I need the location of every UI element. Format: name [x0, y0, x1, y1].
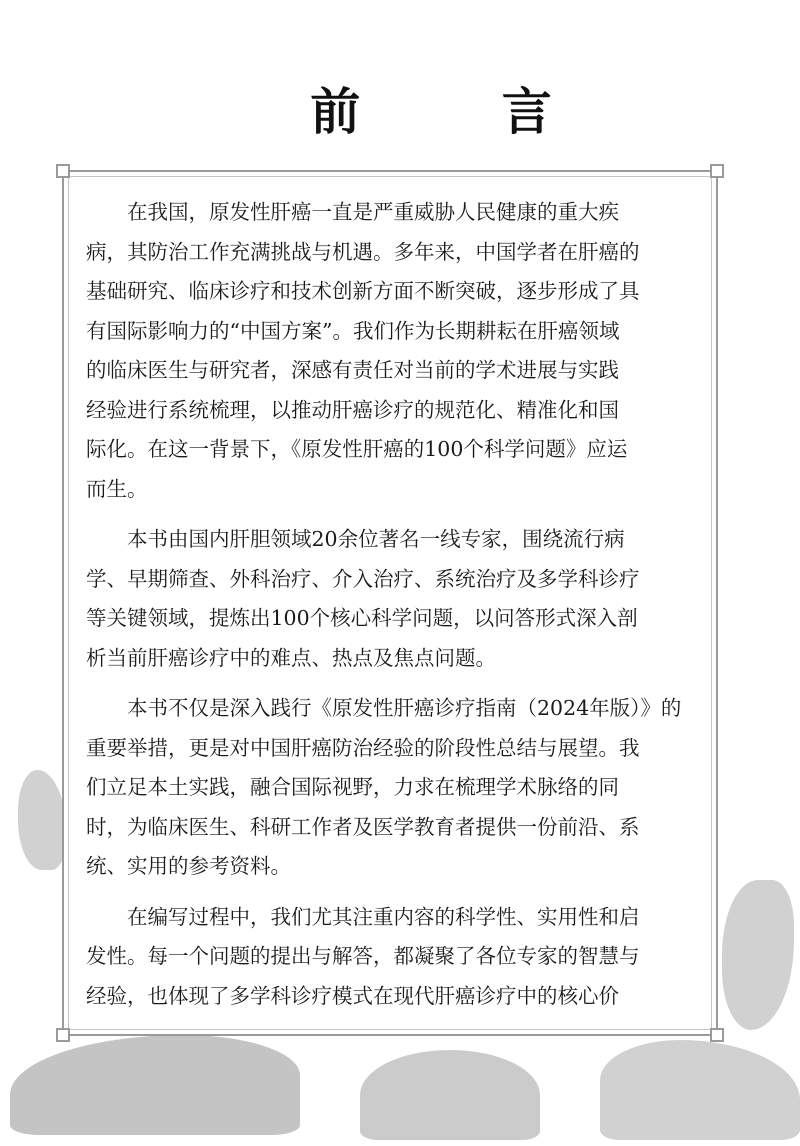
text-line: 际化。在这一背景下，《原发性肝癌的100个科学问题》应运	[86, 437, 628, 461]
page-title: 前 言	[310, 83, 614, 141]
text-line: 的临床医生与研究者，深感有责任对当前的学术进展与实践	[86, 358, 619, 382]
paragraph	[86, 898, 698, 1017]
text-line: 经验进行系统梳理，以推动肝癌诊疗的规范化、精准化和国	[86, 397, 619, 422]
text-line: 等关键领域，提炼出100个核心科学问题，以问答形式深入剖	[86, 606, 638, 630]
text-line: 们立足本土实践，融合国际视野，力求在梳理学术脉络的同	[86, 775, 619, 799]
ink-wash-decoration-bottom-center	[360, 1050, 540, 1140]
text-line: 本书不仅是深入践行《原发性肝癌诊疗指南（2024年版）》的	[86, 696, 682, 720]
text-line: 基础研究、临床诊疗和技术创新方面不断突破，逐步形成了具	[86, 279, 640, 303]
text-line: 学、早期筛查、外科治疗、介入治疗、系统治疗及多学科诊疗	[86, 566, 640, 591]
frame-corner-ornament	[56, 164, 70, 178]
text-line: 时，为临床医生、科研工作者及医学教育者提供一份前沿、系	[86, 814, 640, 839]
preface-body	[86, 193, 698, 1016]
text-line: 而生。	[86, 476, 148, 501]
text-line: 统、实用的参考资料。	[86, 854, 291, 878]
paragraph	[86, 193, 698, 509]
text-line: 有国际影响力的“中国方案”。我们作为长期耕耘在肝癌领域	[86, 318, 620, 343]
frame-corner-ornament	[710, 164, 724, 178]
text-line: 析当前肝癌诊疗中的难点、热点及焦点问题。	[86, 645, 496, 670]
text-line: 在编写过程中，我们尤其注重内容的科学性、实用性和启	[86, 904, 640, 929]
text-line: 在我国，原发性肝癌一直是严重威胁人民健康的重大疾	[86, 200, 619, 224]
frame-corner-ornament	[710, 1028, 724, 1042]
frame-corner-ornament	[56, 1028, 70, 1042]
ink-wash-decoration-bottom-right	[600, 1040, 800, 1140]
ink-wash-decoration-bottom-left	[10, 1035, 300, 1135]
text-line: 重要举措，更是对中国肝癌防治经验的阶段性总结与展望。我	[86, 735, 640, 760]
text-line: 发性。每一个问题的提出与解答，都凝聚了各位专家的智慧与	[86, 944, 640, 968]
text-line: 病，其防治工作充满挑战与机遇。多年来，中国学者在肝癌的	[86, 239, 640, 264]
paragraph	[86, 689, 698, 887]
text-line: 本书由国内肝胆领域20余位著名一线专家，围绕流行病	[86, 527, 625, 551]
text-line: 经验，也体现了多学科诊疗模式在现代肝癌诊疗中的核心价	[86, 983, 619, 1008]
paragraph	[86, 520, 698, 678]
ink-wash-decoration-right	[722, 880, 794, 1030]
ink-wash-decoration-left	[18, 770, 66, 870]
